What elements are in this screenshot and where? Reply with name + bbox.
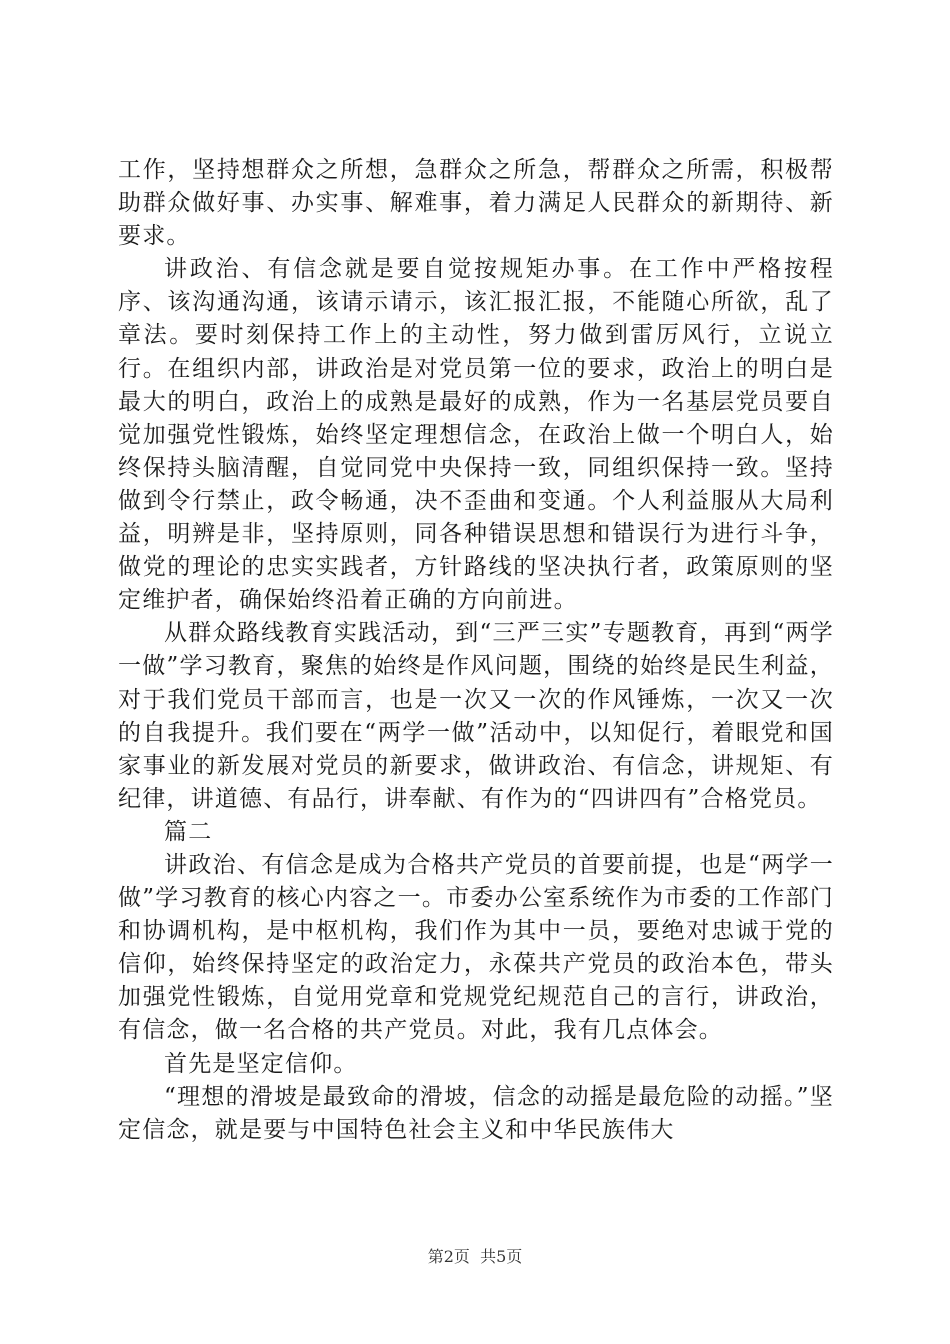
paragraph-continuation: 工作，坚持想群众之所想，急群众之所急，帮群众之所需，积极帮助群众做好事、办实事、解难事，着力满足人民群众的新期待、新要求。	[118, 157, 834, 250]
paragraph-part-two-intro: 讲政治、有信念是成为合格共产党员的首要前提，也是“两学一做”学习教育的核心内容之一。市委办公室系统作为市委的工作部门和协调机构，是中枢机构，我们作为其中一员，要绝对忠诚于党的信仰，始终保持坚定的政治定力，永葆共产党员的政治本色，带头加强党性锻炼，自觉用党章和党规党纪规范自己的言行，讲政治，有信念，做一名合格的共产党员。对此，我有几点体会。	[118, 851, 834, 1044]
page-number-label: 第2页 共5页	[427, 1247, 523, 1266]
document-body	[118, 154, 834, 1147]
paragraph-two-studies: 从群众路线教育实践活动，到“三严三实”专题教育，再到“两学一做”学习教育，聚焦的始终是作风问题，围绕的始终是民生利益，对于我们党员干部而言，也是一次又一次的作风锤炼，一次又一次的自我提升。我们要在“两学一做”活动中，以知促行，着眼党和国家事业的新发展对党员的新要求，做讲政治、有信念，讲规矩、有纪律，讲道德、有品行，讲奉献、有作为的“四讲四有”合格党员。	[118, 620, 834, 812]
paragraph-firm-belief: “理想的滑坡是最致命的滑坡，信念的动摇是最危险的动摇。”坚定信念，就是要与中国特色社会主义和中华民族伟大	[118, 1083, 834, 1143]
subheading-firm-belief: 首先是坚定信仰。	[164, 1050, 358, 1077]
section-heading-part-two: 篇二	[164, 818, 213, 845]
paragraph-political-rules: 讲政治、有信念就是要自觉按规矩办事。在工作中严格按程序、该沟通沟通，该请示请示，该汇报汇报，不能随心所欲，乱了章法。要时刻保持工作上的主动性，努力做到雷厉风行，立说立行。在组织内部，讲政治是对党员第一位的要求，政治上的明白是最大的明白，政治上的成熟是最好的成熟，作为一名基层党员要自觉加强党性锻炼，始终坚定理想信念，在政治上做一个明白人，始终保持头脑清醒，自觉同党中央保持一致，同组织保持一致。坚持做到令行禁止，政令畅通，决不歪曲和变通。个人利益服从大局利益，明辨是非，坚持原则，同各种错误思想和错误行为进行斗争，做党的理论的忠实实践者，方针路线的坚决执行者，政策原则的坚定维护者，确保始终沿着正确的方向前进。	[118, 256, 834, 614]
page-footer	[0, 1244, 950, 1267]
